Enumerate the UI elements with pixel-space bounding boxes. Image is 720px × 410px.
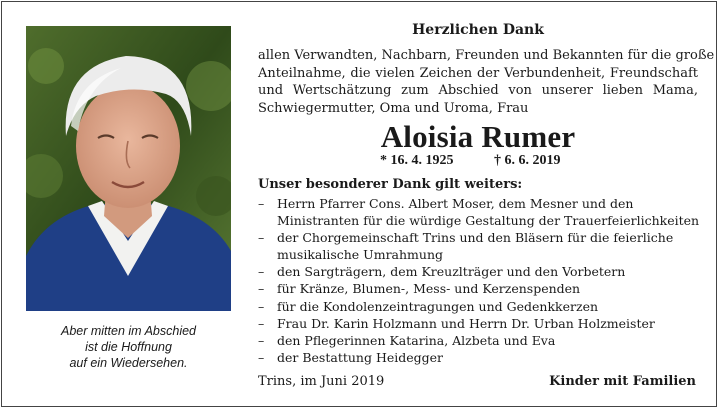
page-title: Herzlichen Dank bbox=[412, 22, 544, 38]
thanks-item bbox=[258, 263, 698, 280]
intro-line: und Wertschätzung zum Abschied von unserer lieben Mama, bbox=[258, 83, 698, 99]
epitaph-quote bbox=[26, 323, 231, 371]
dash-bullet: – bbox=[258, 298, 265, 314]
dash-bullet: – bbox=[258, 349, 265, 365]
thanks-item bbox=[258, 315, 698, 332]
thanks-item-text: den Sargträgern, dem Kreuzlträger und den Vorbetern bbox=[277, 264, 626, 280]
dash-bullet: – bbox=[258, 281, 265, 297]
thanks-heading: Unser besonderer Dank gilt weiters: bbox=[258, 177, 523, 192]
thanks-item bbox=[258, 349, 698, 366]
dash-bullet: – bbox=[258, 315, 265, 331]
portrait-photo bbox=[26, 26, 231, 311]
thanks-list bbox=[258, 195, 698, 366]
thanks-item-text: Herrn Pfarrer Cons. Albert Moser, dem Mesner und den bbox=[277, 196, 634, 211]
thanks-item bbox=[258, 212, 698, 229]
thanks-item-text: Ministranten für die würdige Gestaltung der Trauerfeierlichkeiten bbox=[277, 213, 700, 229]
thanks-item bbox=[258, 332, 698, 349]
thanks-item-text: für Kränze, Blumen-, Mess- und Kerzenspenden bbox=[277, 281, 581, 297]
thanks-item bbox=[258, 298, 698, 315]
intro-line: Schwiegermutter, Oma und Uroma, Frau bbox=[258, 100, 529, 116]
dash-bullet: – bbox=[258, 196, 265, 211]
deceased-name: Aloisia Rumer bbox=[380, 119, 576, 154]
signature: Kinder mit Familien bbox=[549, 374, 696, 389]
thanks-item-text: für die Kondolenzeintragungen und Gedenkkerzen bbox=[277, 298, 599, 314]
intro-line: allen Verwandten, Nachbarn, Freunden und Bekannten für die große bbox=[258, 48, 715, 63]
dash-bullet: – bbox=[258, 332, 265, 348]
thanks-item-text: den Pflegerinnen Katarina, Alzbeta und Eva bbox=[277, 332, 556, 348]
portrait-illustration bbox=[26, 26, 231, 311]
quote-line: auf ein Wiedersehen. bbox=[69, 356, 188, 370]
intro-paragraph bbox=[258, 47, 715, 117]
thanks-item bbox=[258, 195, 698, 212]
place-date: Trins, im Juni 2019 bbox=[258, 374, 385, 389]
thanks-item-text: musikalische Umrahmung bbox=[277, 247, 443, 263]
birth-date: * 16. 4. 1925 bbox=[380, 153, 454, 168]
thanks-item-text: der Bestattung Heidegger bbox=[277, 349, 444, 365]
death-date: † 6. 6. 2019 bbox=[494, 153, 561, 168]
dash-bullet: – bbox=[258, 230, 265, 246]
thanks-item bbox=[258, 246, 698, 263]
dash-bullet: – bbox=[258, 264, 265, 280]
thanks-item bbox=[258, 229, 698, 246]
thanks-item-text: Frau Dr. Karin Holzmann und Herrn Dr. Urban Holzmeister bbox=[277, 315, 655, 331]
quote-line: Aber mitten im Abschied bbox=[60, 324, 196, 338]
thanks-item bbox=[258, 280, 698, 297]
thanks-item-text: der Chorgemeinschaft Trins und den Bläsern für die feierliche bbox=[277, 230, 674, 246]
quote-line: ist die Hoffnung bbox=[85, 340, 172, 354]
intro-line: Anteilnahme, die vielen Zeichen der Verbundenheit, Freundschaft bbox=[258, 65, 698, 81]
